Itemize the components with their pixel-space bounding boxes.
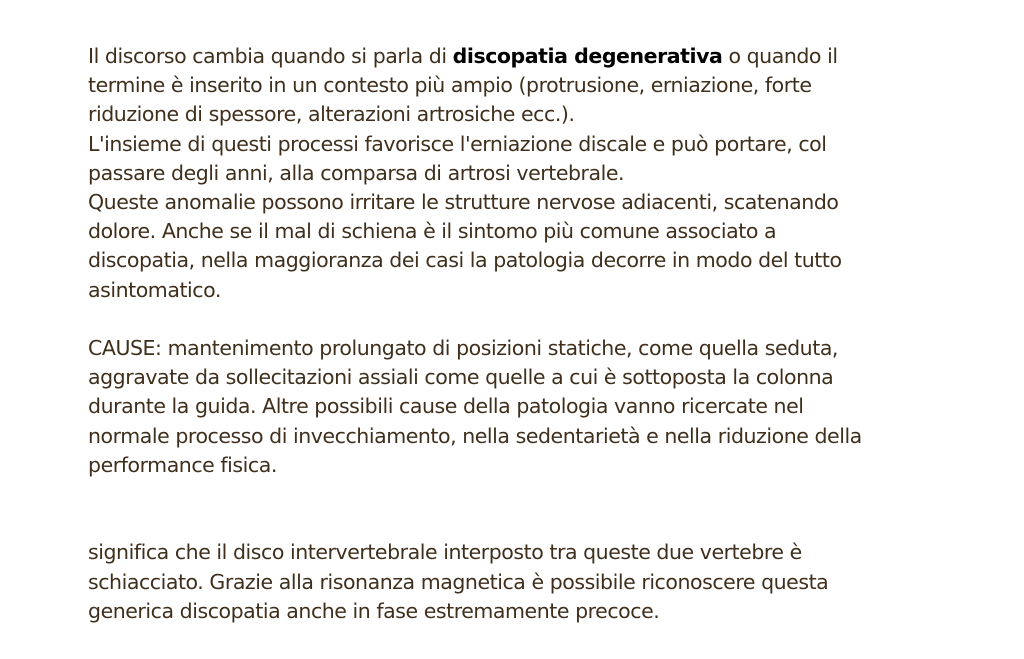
paragraph-causes [88,334,948,480]
paragraph-spacer [88,305,948,334]
text-segment: o quando il [722,44,838,68]
text-line: termine è inserito in un contesto più ampio (protrusione, erniazione, forte [88,73,812,98]
text-line: CAUSE: mantenimento prolungato di posizioni statiche, come quella seduta, [88,336,838,361]
paragraph-meaning [88,538,948,626]
text-line: asintomatico. [88,277,221,302]
bold-term: discopatia degenerativa [452,44,723,68]
paragraph-spacer [88,480,948,538]
text-line: performance fisica. [88,452,277,477]
text-line: aggravate da sollecitazioni assiali come quelle a cui è sottoposta la colonna [88,365,834,390]
text-line: schiacciato. Grazie alla risonanza magnetica è possibile riconoscere questa [88,569,829,594]
text-line: normale processo di invecchiamento, nella sedentarietà e nella riduzione della [88,423,862,448]
text-line [88,42,948,71]
text-line: generica discopatia anche in fase estremamente precoce. [88,598,660,623]
paragraph-degenerative-discopathy [88,42,948,305]
text-line: passare degli anni, alla comparsa di artrosi vertebrale. [88,160,625,185]
text-line: riduzione di spessore, alterazioni artrosiche ecc.). [88,102,575,127]
text-segment: Il discorso cambia quando si parla di [88,44,453,68]
text-line: significa che il disco intervertebrale interposto tra queste due vertebre è [88,540,802,565]
text-line: durante la guida. Altre possibili cause della patologia vanno ricercate nel [88,394,804,419]
text-line: Queste anomalie possono irritare le strutture nervose adiacenti, scatenando [88,190,839,215]
text-line: dolore. Anche se il mal di schiena è il sintomo più comune associato a [88,219,777,244]
document-body [88,42,948,626]
text-line: L'insieme di questi processi favorisce l'erniazione discale e può portare, col [88,131,827,156]
text-line: discopatia, nella maggioranza dei casi la patologia decorre in modo del tutto [88,248,842,273]
